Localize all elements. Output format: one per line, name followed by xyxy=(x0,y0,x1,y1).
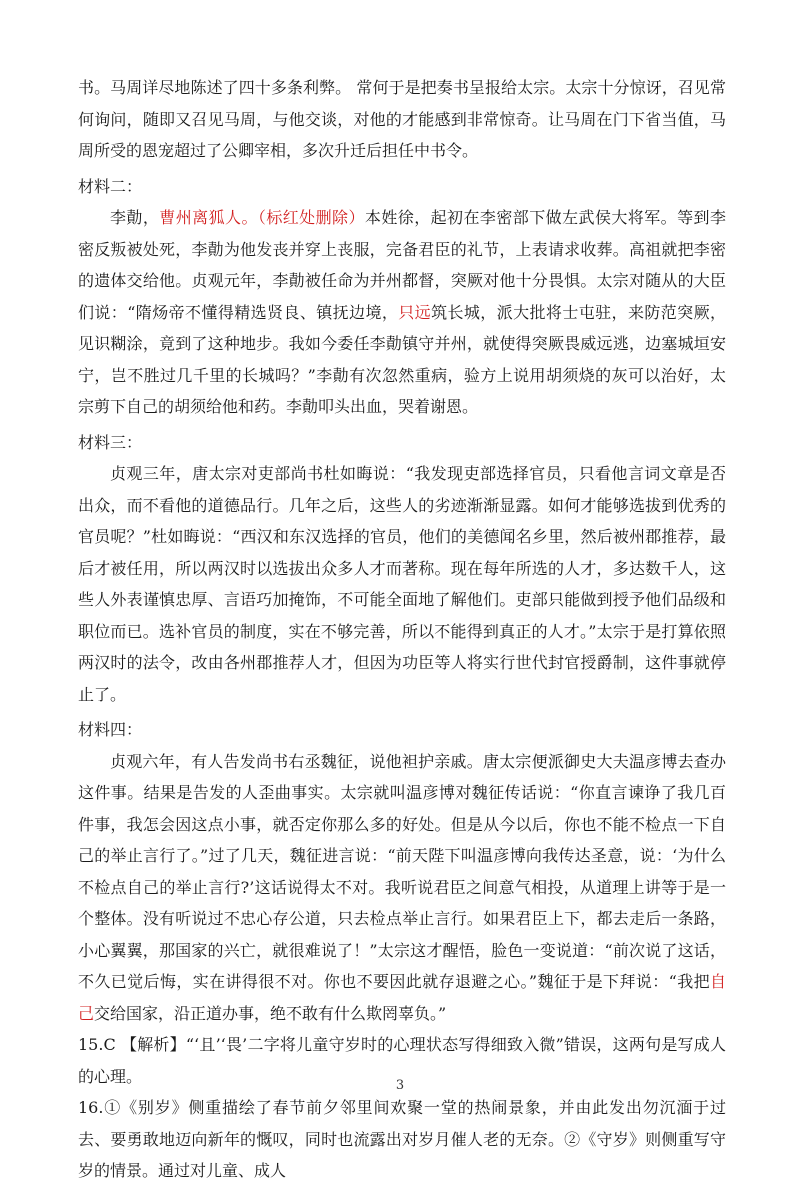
material-2-paragraph xyxy=(78,202,726,423)
material-2-text-1: 李勣， xyxy=(110,208,160,227)
material-2-label: 材料二： xyxy=(78,176,143,196)
answer-16: 16.①《别岁》侧重描绘了春节前夕邻里间欢聚一堂的热闹景象，并由此发出勿沉湎于过去、要勇敢地迈向新年的慨叹，同时也流露出对岁月催人老的无奈。②《守岁》则侧重写守岁的情景。通过对儿童、成人 xyxy=(78,1098,726,1180)
answer-15: 15.C 【解析】“‘且’‘畏’二字将儿童守岁时的心理状态写得细致入微”错误，这两句是写成人的心理。 xyxy=(78,1035,726,1086)
paragraph-intro: 书。马周详尽地陈述了四十多条利弊。 常何于是把奏书呈报给太宗。太宗十分惊讶，召见常何询问，随即又召见马周，与他交谈，对他的才能感到非常惊奇。让马周在门下省当值，马周所受的恩宠超过了公卿宰相，多次升迁后担任中书令。 xyxy=(78,78,726,160)
material-4-red-text: 自己 xyxy=(78,972,726,1023)
material-4-text-1: 贞观六年，有人告发尚书右丞魏征，说他袒护亲戚。唐太宗便派御史大夫温彦博去查办这件事。结果是告发的人歪曲事实。太宗就叫温彦博对魏征传话说：“你直言谏诤了我几百件事，我怎会因这点小事，就否定你那么多的好处。但是从今以后，你也不能不检点一下自己的举止言行了。”过了几天，魏征进言说：“前天陛下叫温彦博向我传达圣意，说：‘为什么不检点自己的举止言行?’这话说得太不对。我听说君臣之间意气相投，从道理上讲等于是一个整体。没有听说过不忠心存公道，只去检点举止言行。如果君臣上下，都去走后一条路，小心翼翼，那国家的兴亡，就很难说了！”太宗这才醒悟，脸色一变说道：“前次说了这话，不久已觉后悔，实在讲得很不对。你也不要因此就存退避之心。”魏征于是下拜说：“我把 xyxy=(78,751,726,991)
material-3-paragraph: 贞观三年，唐太宗对吏部尚书杜如晦说：“我发现吏部选择官员，只看他言词文章是否出众，而不看他的道德品行。几年之后，这些人的劣迹渐渐显露。如何才能够选拔到优秀的官员呢？”杜如晦说：“西汉和东汉选择的官员，他们的美德闻名乡里，然后被州郡推荐，最后才被任用，所以两汉时以选拔出众多人才而著称。现在每年所选的人才，多达数千人，这些人外表谨慎忠厚、言语巧加掩饰，不可能全面地了解他们。吏部只能做到授予他们品级和职位而已。选补官员的制度，实在不够完善，所以不能得到真正的人才。”太宗于是打算依照两汉时的法令，改由各州郡推荐人才，但因为功臣等人将实行世代封官授爵制，这件事就停止了。 xyxy=(78,464,726,704)
material-3-label: 材料三： xyxy=(78,432,143,452)
material-2-text-3: 筑长城，派大批将士屯驻，来防范突厥，见识糊涂，竟到了这种地步。我如今委任李勣镇守并州，就使得突厥畏威远逃，边塞城垣安宁，岂不胜过几千里的长城吗？”李勣有次忽然重病，验方上说用胡须烧的灰可以治好，太宗剪下自己的胡须给他和药。李勣叩头出血，哭着谢恩。 xyxy=(78,302,726,416)
material-4-text-2: 交给国家，沿正道办事，绝不敢有什么欺罔辜负。” xyxy=(94,1003,447,1023)
material-2-red-text-2: 只远 xyxy=(398,302,432,322)
material-2-text-2: 本姓徐，起初在李密部下做左武侯大将军。等到李密反叛被处死，李勣为他发丧并穿上丧服，完备君臣的礼节，上表请求收葬。高祖就把李密的遗体交给他。贞观元年，李勣被任命为并州都督，突厥对他十分畏惧。太宗对随从的大臣们说：“隋炀帝不懂得精选贤良、镇抚边境， xyxy=(78,208,726,322)
material-4-paragraph xyxy=(78,746,726,1030)
document-body xyxy=(78,72,726,1187)
material-4-label: 材料四： xyxy=(78,720,143,739)
page-number: 3 xyxy=(395,1078,405,1093)
material-2-red-text-1: 曹州离狐人。（标红处删除） xyxy=(159,208,365,227)
